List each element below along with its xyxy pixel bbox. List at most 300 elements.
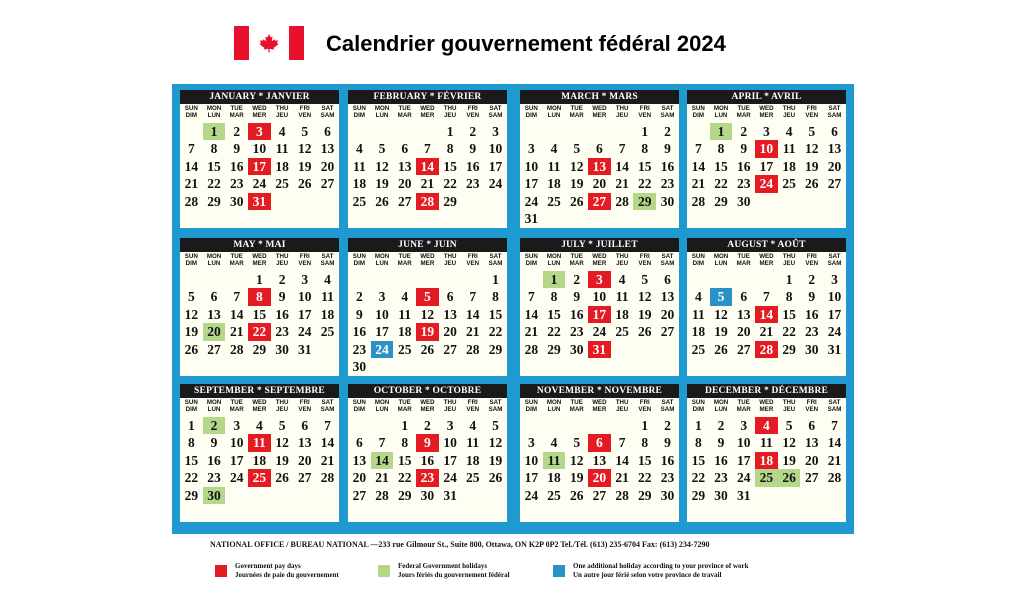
day-cell: 2 bbox=[355, 289, 363, 305]
day-cell: 6 bbox=[401, 141, 409, 157]
weekday-fr: DIM bbox=[692, 112, 705, 120]
weekday-en: MON bbox=[206, 105, 222, 112]
weekday-fr: MER bbox=[252, 406, 267, 414]
weekday-fr: MAR bbox=[736, 406, 751, 414]
day-cell: 11 bbox=[398, 306, 412, 322]
day-cell: 8 bbox=[492, 289, 499, 305]
day-cell: 27 bbox=[207, 341, 221, 357]
weekday-label bbox=[520, 105, 543, 122]
weekday-label bbox=[461, 105, 484, 122]
day-cell: 23 bbox=[275, 324, 289, 340]
federal-holiday-cell: 14 bbox=[371, 452, 394, 469]
weekday-fr: DIM bbox=[185, 112, 198, 120]
empty-day-cell bbox=[611, 417, 634, 434]
weekday-fr: JEU bbox=[783, 260, 796, 268]
day-cell: 20 bbox=[298, 452, 312, 468]
day-cell: 27 bbox=[352, 487, 367, 503]
day-grid bbox=[520, 123, 679, 227]
weekday-en: SAT bbox=[489, 399, 502, 406]
weekday-fr: DIM bbox=[525, 260, 538, 268]
month-title: SEPTEMBER * SEPTEMBRE bbox=[180, 384, 339, 398]
weekday-en: FRI bbox=[639, 399, 650, 406]
weekday-fr: JEU bbox=[616, 112, 629, 120]
day-cell: 2 bbox=[469, 124, 477, 139]
day-cell: 7 bbox=[618, 141, 626, 157]
weekday-en: MON bbox=[374, 253, 390, 260]
day-cell: 1 bbox=[256, 272, 263, 287]
month-title: DECEMBER * DÉCEMBRE bbox=[687, 384, 846, 398]
pay-day-cell: 20 bbox=[588, 469, 611, 486]
day-cell: 31 bbox=[736, 487, 751, 503]
empty-day-cell bbox=[611, 123, 634, 140]
day-cell: 18 bbox=[275, 158, 289, 174]
day-grid bbox=[520, 417, 679, 504]
weekday-fr: SAM bbox=[320, 406, 335, 414]
day-cell: 16 bbox=[420, 452, 435, 468]
day-cell: 4 bbox=[550, 435, 558, 451]
weekday-label bbox=[248, 105, 271, 122]
weekday-en: TUE bbox=[398, 399, 411, 406]
weekday-header bbox=[180, 399, 339, 416]
weekday-fr: DIM bbox=[692, 260, 705, 268]
weekday-label bbox=[687, 105, 710, 122]
weekday-en: FRI bbox=[299, 253, 310, 260]
day-cell: 29 bbox=[782, 341, 796, 357]
day-cell: 3 bbox=[301, 272, 309, 287]
month-title: JUNE * JUIN bbox=[348, 238, 507, 252]
weekday-label bbox=[778, 105, 801, 122]
weekday-label bbox=[800, 105, 823, 122]
day-cell: 4 bbox=[256, 418, 263, 433]
month-block bbox=[180, 384, 339, 522]
weekday-label bbox=[348, 253, 371, 270]
day-cell: 4 bbox=[550, 141, 558, 157]
day-cell: 31 bbox=[524, 210, 539, 226]
weekday-label bbox=[461, 399, 484, 416]
weekday-label bbox=[371, 105, 394, 122]
day-cell: 7 bbox=[694, 141, 702, 157]
day-cell: 14 bbox=[229, 306, 244, 322]
weekday-fr: VEN bbox=[466, 112, 480, 120]
day-cell: 13 bbox=[443, 306, 457, 322]
day-cell: 1 bbox=[694, 418, 702, 433]
day-cell: 8 bbox=[210, 141, 218, 157]
weekday-fr: JEU bbox=[616, 260, 629, 268]
day-cell: 30 bbox=[569, 341, 584, 357]
day-cell: 12 bbox=[488, 435, 503, 451]
day-cell: 23 bbox=[229, 176, 244, 192]
weekday-label bbox=[293, 399, 316, 416]
day-cell: 9 bbox=[664, 435, 671, 451]
day-cell: 10 bbox=[375, 306, 389, 322]
weekday-fr: LUN bbox=[207, 260, 221, 268]
month-title: FEBRUARY * FÉVRIER bbox=[348, 90, 507, 104]
weekday-header bbox=[348, 399, 507, 416]
weekday-fr: VEN bbox=[638, 112, 652, 120]
day-cell: 16 bbox=[275, 306, 289, 322]
month-block bbox=[520, 90, 679, 228]
empty-day-cell bbox=[416, 271, 439, 288]
empty-day-cell bbox=[225, 271, 248, 288]
day-cell: 2 bbox=[740, 124, 748, 139]
empty-day-cell bbox=[565, 417, 588, 434]
weekday-en: FRI bbox=[806, 253, 817, 260]
weekday-en: WED bbox=[252, 399, 267, 406]
weekday-fr: SAM bbox=[320, 260, 335, 268]
day-cell: 14 bbox=[466, 306, 480, 322]
day-cell: 6 bbox=[664, 272, 671, 287]
day-cell: 28 bbox=[691, 193, 706, 209]
provincial-holiday-swatch bbox=[553, 565, 565, 577]
weekday-label bbox=[484, 399, 507, 416]
weekday-header bbox=[520, 399, 679, 416]
weekday-en: SAT bbox=[489, 253, 502, 260]
office-address: NATIONAL OFFICE / BUREAU NATIONAL —233 rue Gilmour St., Suite 800, Ottawa, ON K2P 0P2 Tel./Tél. (613) 235-6704 Fax: (613) 234-7290 bbox=[210, 540, 710, 549]
day-cell: 3 bbox=[233, 418, 241, 433]
weekday-label bbox=[588, 399, 611, 416]
empty-day-cell bbox=[543, 417, 566, 434]
weekday-fr: JEU bbox=[783, 406, 796, 414]
day-cell: 7 bbox=[618, 435, 626, 451]
day-cell: 29 bbox=[252, 341, 267, 357]
day-cell: 19 bbox=[638, 306, 652, 322]
empty-day-cell bbox=[180, 271, 203, 288]
weekday-header bbox=[520, 253, 679, 270]
day-cell: 21 bbox=[524, 324, 539, 340]
day-cell: 20 bbox=[397, 176, 412, 192]
day-cell: 26 bbox=[638, 324, 652, 340]
day-cell: 15 bbox=[184, 452, 199, 468]
month-block bbox=[520, 238, 679, 376]
weekday-label bbox=[823, 105, 846, 122]
empty-day-cell bbox=[520, 417, 543, 434]
day-cell: 19 bbox=[805, 158, 819, 174]
weekday-fr: LUN bbox=[375, 112, 389, 120]
day-grid bbox=[348, 123, 507, 210]
weekday-label bbox=[778, 399, 801, 416]
day-cell: 2 bbox=[717, 418, 725, 433]
day-cell: 22 bbox=[547, 324, 561, 340]
weekday-en: SUN bbox=[691, 105, 705, 112]
day-cell: 20 bbox=[443, 324, 457, 340]
day-cell: 30 bbox=[275, 341, 289, 357]
day-grid bbox=[687, 123, 846, 210]
day-cell: 4 bbox=[469, 418, 477, 433]
legend-label-fr: Un autre jour férié selon votre province de travail bbox=[573, 571, 722, 579]
day-cell: 25 bbox=[397, 341, 412, 357]
weekday-label bbox=[800, 399, 823, 416]
empty-day-cell bbox=[348, 123, 371, 140]
weekday-fr: SAM bbox=[660, 260, 675, 268]
weekday-fr: MAR bbox=[736, 112, 751, 120]
day-cell: 23 bbox=[466, 176, 480, 192]
day-cell: 5 bbox=[301, 124, 309, 139]
legend-label-en: Federal Government holidays bbox=[398, 562, 488, 570]
empty-day-cell bbox=[687, 123, 710, 140]
day-cell: 3 bbox=[527, 435, 535, 451]
day-cell: 15 bbox=[691, 452, 706, 468]
empty-day-cell bbox=[203, 271, 226, 288]
empty-day-cell bbox=[439, 271, 462, 288]
pay-day-cell: 9 bbox=[416, 434, 439, 451]
weekday-en: MON bbox=[546, 253, 562, 260]
day-cell: 30 bbox=[714, 487, 728, 503]
day-cell: 10 bbox=[524, 158, 539, 174]
weekday-fr: LUN bbox=[375, 260, 389, 268]
day-cell: 27 bbox=[805, 470, 819, 486]
day-cell: 7 bbox=[233, 289, 241, 305]
day-cell: 28 bbox=[184, 193, 199, 209]
day-cell: 26 bbox=[184, 341, 199, 357]
day-cell: 21 bbox=[420, 176, 435, 192]
day-cell: 5 bbox=[187, 289, 195, 305]
day-cell: 1 bbox=[187, 418, 195, 433]
weekday-en: TUE bbox=[570, 253, 583, 260]
day-cell: 26 bbox=[569, 487, 584, 503]
day-cell: 8 bbox=[785, 289, 793, 305]
weekday-fr: JEU bbox=[616, 406, 629, 414]
day-cell: 23 bbox=[660, 176, 675, 192]
empty-day-cell bbox=[520, 271, 543, 288]
weekday-en: TUE bbox=[398, 105, 411, 112]
day-cell: 22 bbox=[488, 324, 503, 340]
day-cell: 22 bbox=[443, 176, 457, 192]
day-grid bbox=[520, 271, 679, 358]
day-cell: 28 bbox=[466, 341, 480, 357]
weekday-fr: DIM bbox=[185, 260, 198, 268]
day-cell: 20 bbox=[352, 470, 367, 486]
day-cell: 29 bbox=[397, 487, 412, 503]
day-cell: 16 bbox=[660, 452, 675, 468]
day-cell: 14 bbox=[320, 435, 335, 451]
weekday-fr: SAM bbox=[488, 260, 503, 268]
day-cell: 17 bbox=[827, 306, 842, 322]
day-cell: 28 bbox=[229, 341, 244, 357]
day-cell: 10 bbox=[488, 141, 503, 157]
day-cell: 1 bbox=[492, 272, 499, 287]
day-cell: 21 bbox=[320, 452, 335, 468]
weekday-en: SUN bbox=[524, 253, 538, 260]
day-cell: 10 bbox=[524, 452, 539, 468]
weekday-label bbox=[800, 253, 823, 270]
weekday-fr: LUN bbox=[547, 112, 561, 120]
day-cell: 30 bbox=[229, 193, 244, 209]
weekday-label bbox=[755, 105, 778, 122]
weekday-label bbox=[393, 399, 416, 416]
pay-day-cell: 8 bbox=[248, 288, 271, 305]
day-cell: 5 bbox=[378, 141, 386, 157]
weekday-fr: DIM bbox=[692, 406, 705, 414]
weekday-label bbox=[180, 399, 203, 416]
empty-day-cell bbox=[371, 271, 394, 288]
month-title: JULY * JUILLET bbox=[520, 238, 679, 252]
weekday-fr: MAR bbox=[569, 406, 584, 414]
weekday-en: TUE bbox=[570, 399, 583, 406]
day-cell: 5 bbox=[492, 418, 499, 433]
weekday-header bbox=[180, 253, 339, 270]
weekday-label bbox=[271, 105, 294, 122]
weekday-label bbox=[180, 253, 203, 270]
day-cell: 21 bbox=[759, 324, 774, 340]
day-cell: 10 bbox=[827, 289, 842, 305]
federal-holiday-cell: 2 bbox=[203, 417, 226, 434]
day-cell: 25 bbox=[691, 341, 706, 357]
empty-day-cell bbox=[416, 123, 439, 140]
day-cell: 22 bbox=[207, 176, 221, 192]
weekday-en: SAT bbox=[828, 105, 841, 112]
day-cell: 29 bbox=[547, 341, 561, 357]
day-cell: 4 bbox=[355, 141, 363, 157]
day-cell: 13 bbox=[298, 435, 312, 451]
weekday-label bbox=[710, 105, 733, 122]
weekday-fr: DIM bbox=[525, 406, 538, 414]
empty-day-cell bbox=[687, 271, 710, 288]
day-cell: 18 bbox=[547, 176, 561, 192]
day-cell: 14 bbox=[615, 158, 629, 174]
day-cell: 18 bbox=[782, 158, 796, 174]
day-cell: 20 bbox=[736, 324, 751, 340]
day-cell: 23 bbox=[352, 341, 367, 357]
day-cell: 18 bbox=[615, 306, 629, 322]
weekday-label bbox=[371, 399, 394, 416]
day-cell: 9 bbox=[278, 289, 286, 305]
weekday-label bbox=[203, 253, 226, 270]
day-cell: 9 bbox=[355, 306, 363, 322]
weekday-fr: VEN bbox=[466, 406, 480, 414]
weekday-fr: SAM bbox=[488, 406, 503, 414]
weekday-label bbox=[293, 253, 316, 270]
empty-day-cell bbox=[348, 417, 371, 434]
empty-day-cell bbox=[565, 123, 588, 140]
weekday-fr: LUN bbox=[375, 406, 389, 414]
weekday-en: WED bbox=[252, 253, 267, 260]
weekday-en: SUN bbox=[184, 253, 198, 260]
day-cell: 26 bbox=[714, 341, 728, 357]
day-cell: 29 bbox=[207, 193, 221, 209]
day-cell: 7 bbox=[324, 418, 331, 433]
day-cell: 24 bbox=[443, 470, 457, 486]
weekday-label bbox=[203, 399, 226, 416]
day-cell: 27 bbox=[660, 324, 675, 340]
weekday-en: SUN bbox=[184, 399, 198, 406]
weekday-en: THU bbox=[615, 105, 629, 112]
day-cell: 15 bbox=[638, 452, 652, 468]
day-cell: 16 bbox=[569, 306, 584, 322]
day-cell: 3 bbox=[446, 418, 454, 433]
day-cell: 7 bbox=[424, 141, 431, 157]
weekday-fr: VEN bbox=[805, 260, 819, 268]
weekday-fr: SAM bbox=[488, 112, 503, 120]
federal-holiday-cell: 1 bbox=[710, 123, 733, 140]
weekday-en: WED bbox=[592, 399, 607, 406]
day-cell: 17 bbox=[736, 452, 751, 468]
day-cell: 28 bbox=[827, 470, 842, 486]
day-cell: 15 bbox=[207, 158, 221, 174]
day-cell: 8 bbox=[550, 289, 558, 305]
weekday-fr: MER bbox=[759, 260, 774, 268]
day-cell: 30 bbox=[660, 487, 675, 503]
weekday-en: FRI bbox=[806, 105, 817, 112]
federal-holiday-swatch bbox=[378, 565, 390, 577]
weekday-en: THU bbox=[275, 399, 289, 406]
weekday-fr: DIM bbox=[525, 112, 538, 120]
day-cell: 22 bbox=[638, 176, 652, 192]
day-cell: 16 bbox=[207, 452, 221, 468]
federal-holiday-cell: 25 bbox=[755, 469, 778, 486]
day-cell: 21 bbox=[615, 470, 629, 486]
day-cell: 3 bbox=[378, 289, 386, 305]
day-cell: 2 bbox=[808, 272, 816, 287]
day-cell: 8 bbox=[401, 435, 409, 451]
day-cell: 19 bbox=[488, 452, 503, 468]
day-cell: 18 bbox=[397, 324, 412, 340]
weekday-en: SAT bbox=[828, 253, 841, 260]
federal-holiday-cell: 1 bbox=[203, 123, 226, 140]
weekday-fr: LUN bbox=[207, 112, 221, 120]
day-cell: 21 bbox=[691, 176, 706, 192]
weekday-label bbox=[316, 253, 339, 270]
day-cell: 4 bbox=[401, 289, 409, 305]
day-cell: 18 bbox=[252, 452, 267, 468]
month-block bbox=[180, 90, 339, 228]
pay-day-cell: 11 bbox=[248, 434, 271, 451]
weekday-en: FRI bbox=[467, 105, 478, 112]
month-title: AUGUST * AOÛT bbox=[687, 238, 846, 252]
day-cell: 7 bbox=[378, 435, 386, 451]
day-grid bbox=[180, 417, 339, 504]
weekday-en: THU bbox=[615, 399, 629, 406]
day-cell: 30 bbox=[660, 193, 675, 209]
day-cell: 7 bbox=[469, 289, 477, 305]
day-cell: 18 bbox=[320, 306, 335, 322]
day-cell: 6 bbox=[740, 289, 748, 305]
weekday-en: MON bbox=[713, 253, 729, 260]
weekday-label bbox=[225, 399, 248, 416]
weekday-fr: MAR bbox=[229, 406, 244, 414]
weekday-header bbox=[180, 105, 339, 122]
weekday-label bbox=[543, 105, 566, 122]
weekday-fr: SAM bbox=[660, 112, 675, 120]
day-cell: 8 bbox=[446, 141, 454, 157]
empty-day-cell bbox=[710, 271, 733, 288]
month-block bbox=[348, 384, 507, 522]
weekday-header bbox=[687, 253, 846, 270]
weekday-en: TUE bbox=[230, 253, 243, 260]
page-title: Calendrier gouvernement fédéral 2024 bbox=[326, 31, 726, 56]
weekday-fr: MER bbox=[592, 260, 607, 268]
day-cell: 5 bbox=[808, 124, 816, 139]
day-cell: 18 bbox=[547, 470, 561, 486]
day-cell: 19 bbox=[569, 470, 584, 486]
weekday-en: TUE bbox=[230, 105, 243, 112]
day-cell: 17 bbox=[524, 470, 539, 486]
day-cell: 15 bbox=[397, 452, 412, 468]
weekday-header bbox=[687, 105, 846, 122]
day-cell: 23 bbox=[207, 470, 221, 486]
empty-day-cell bbox=[348, 271, 371, 288]
pay-day-cell: 10 bbox=[755, 140, 778, 157]
day-cell: 15 bbox=[443, 158, 457, 174]
weekday-en: TUE bbox=[570, 105, 583, 112]
day-cell: 2 bbox=[278, 272, 286, 287]
day-cell: 12 bbox=[782, 435, 796, 451]
weekday-en: WED bbox=[759, 105, 774, 112]
day-cell: 19 bbox=[275, 452, 289, 468]
day-cell: 13 bbox=[207, 306, 221, 322]
day-cell: 30 bbox=[736, 193, 751, 209]
day-cell: 25 bbox=[275, 176, 289, 192]
weekday-en: SUN bbox=[352, 253, 366, 260]
